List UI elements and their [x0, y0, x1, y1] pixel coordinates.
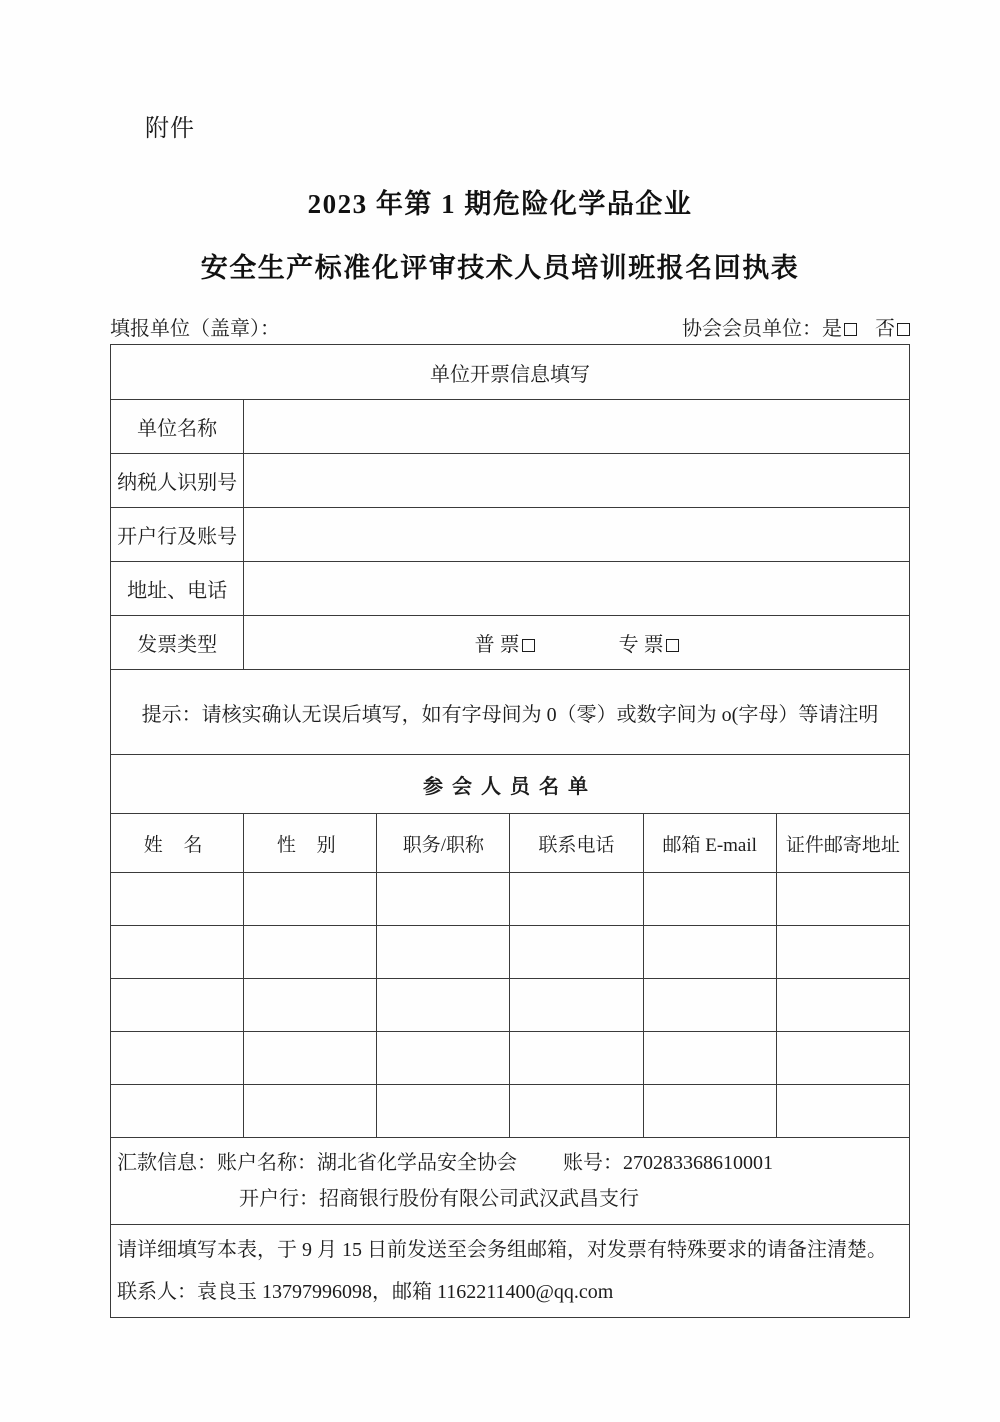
contact-name: 袁良玉 — [197, 1281, 257, 1303]
cell-address[interactable] — [776, 1032, 909, 1085]
cell-phone[interactable] — [510, 979, 643, 1032]
cell-address[interactable] — [776, 926, 909, 979]
cell-name[interactable] — [111, 926, 244, 979]
column-header-gender: 性 别 — [244, 814, 377, 873]
table-row — [111, 979, 910, 1032]
document-title — [0, 172, 1000, 300]
title-line-2: 安全生产标准化评审技术人员培训班报名回执表 — [200, 253, 800, 283]
account-number: 270283368610001 — [623, 1152, 773, 1174]
membership-field — [682, 312, 910, 341]
contact-email-label: 邮箱 — [392, 1281, 432, 1303]
bank-name: 招商银行股份有限公司武汉武昌支行 — [319, 1188, 639, 1210]
column-header-email: 邮箱 E-mail — [643, 814, 776, 873]
remittance-cell — [111, 1138, 910, 1225]
input-address-phone[interactable] — [244, 562, 910, 616]
table-row-address-phone — [111, 562, 910, 616]
notes-cell — [111, 1225, 910, 1318]
cell-title[interactable] — [377, 926, 510, 979]
roster-title: 参会人员名单 — [111, 755, 910, 814]
column-header-phone: 联系电话 — [510, 814, 643, 873]
cell-phone[interactable] — [510, 1032, 643, 1085]
membership-yes-label: 是 — [822, 318, 842, 340]
table-row — [111, 1032, 910, 1085]
cell-address[interactable] — [776, 1085, 909, 1138]
contact-line: 联系人：袁良玉 13797996098，邮箱 1162211400@qq.com — [117, 1281, 614, 1303]
table-row — [111, 926, 910, 979]
column-header-address: 证件邮寄地址 — [776, 814, 909, 873]
column-header-name: 姓 名 — [111, 814, 244, 873]
cell-gender[interactable] — [244, 1032, 377, 1085]
remittance-prefix: 汇款信息：账户名称： — [117, 1152, 317, 1174]
label-taxpayer-id: 纳税人识别号 — [111, 454, 244, 508]
table-row-bank-account — [111, 508, 910, 562]
cell-gender[interactable] — [244, 926, 377, 979]
table-row-taxpayer-id — [111, 454, 910, 508]
input-bank-account[interactable] — [244, 508, 910, 562]
cell-title[interactable] — [377, 1032, 510, 1085]
invoice-general-checkbox[interactable] — [522, 639, 535, 652]
cell-title[interactable] — [377, 979, 510, 1032]
membership-no-label: 否 — [875, 318, 895, 340]
cell-name[interactable] — [111, 1085, 244, 1138]
invoice-option-special — [619, 628, 679, 657]
membership-no-checkbox[interactable] — [897, 323, 910, 336]
invoice-option-special-label: 专 票 — [618, 634, 664, 656]
invoice-section-title-row — [111, 345, 910, 400]
cell-phone[interactable] — [510, 926, 643, 979]
label-invoice-type: 发票类型 — [111, 616, 244, 670]
contact-email: 1162211400@qq.com — [437, 1281, 614, 1303]
subheader — [110, 312, 910, 340]
cell-email[interactable] — [643, 1032, 776, 1085]
remittance-line-account — [117, 1145, 903, 1181]
registration-form-table — [110, 344, 910, 1318]
cell-gender[interactable] — [244, 873, 377, 926]
invoice-special-checkbox[interactable] — [666, 639, 679, 652]
contact-phone: 13797996098 — [262, 1281, 372, 1303]
table-row-tip — [111, 670, 910, 755]
label-unit-name: 单位名称 — [111, 400, 244, 454]
membership-label: 协会会员单位： — [682, 318, 822, 340]
cell-name[interactable] — [111, 979, 244, 1032]
bank-label: 开户行： — [239, 1188, 319, 1210]
remittance-line-bank — [117, 1181, 903, 1217]
cell-phone[interactable] — [510, 1085, 643, 1138]
cell-name[interactable] — [111, 873, 244, 926]
roster-header-row — [111, 814, 910, 873]
cell-phone[interactable] — [510, 873, 643, 926]
table-row-notes — [111, 1225, 910, 1318]
cell-email[interactable] — [643, 926, 776, 979]
column-header-title: 职务/职称 — [377, 814, 510, 873]
attachment-label: 附件 — [145, 116, 195, 142]
table-row-remittance — [111, 1138, 910, 1225]
cell-email[interactable] — [643, 979, 776, 1032]
cell-title[interactable] — [377, 1085, 510, 1138]
cell-gender[interactable] — [244, 979, 377, 1032]
cell-name[interactable] — [111, 1032, 244, 1085]
invoice-option-general — [475, 628, 535, 657]
title-line-1: 2023 年第 1 期危险化学品企业 — [307, 189, 693, 219]
cell-gender[interactable] — [244, 1085, 377, 1138]
cell-email[interactable] — [643, 1085, 776, 1138]
table-row-invoice-type — [111, 616, 910, 670]
label-address-phone: 地址、电话 — [111, 562, 244, 616]
tip-text: 提示：请核实确认无误后填写，如有字母间为 0（零）或数字间为 o(字母）等请注明 — [141, 703, 879, 726]
invoice-type-options — [244, 616, 910, 670]
invoice-option-general-label: 普 票 — [474, 634, 520, 656]
invoice-section-title: 单位开票信息填写 — [111, 345, 910, 400]
table-row — [111, 873, 910, 926]
input-taxpayer-id[interactable] — [244, 454, 910, 508]
reporting-unit-label: 填报单位（盖章）： — [110, 318, 280, 340]
cell-address[interactable] — [776, 979, 909, 1032]
cell-email[interactable] — [643, 873, 776, 926]
tip-cell — [111, 670, 910, 755]
table-row — [111, 1085, 910, 1138]
account-name: 湖北省化学品安全协会 — [317, 1152, 517, 1174]
cell-title[interactable] — [377, 873, 510, 926]
label-bank-account: 开户行及账号 — [111, 508, 244, 562]
table-row-roster-title — [111, 755, 910, 814]
cell-address[interactable] — [776, 873, 909, 926]
submission-instruction: 请详细填写本表，于 9 月 15 日前发送至会务组邮箱，对发票有特殊要求的请备注清楚。 — [117, 1239, 887, 1261]
table-row-unit-name — [111, 400, 910, 454]
account-number-label: 账号： — [563, 1152, 623, 1174]
membership-yes-checkbox[interactable] — [844, 323, 857, 336]
contact-label: 联系人： — [117, 1281, 197, 1303]
input-unit-name[interactable] — [244, 400, 910, 454]
